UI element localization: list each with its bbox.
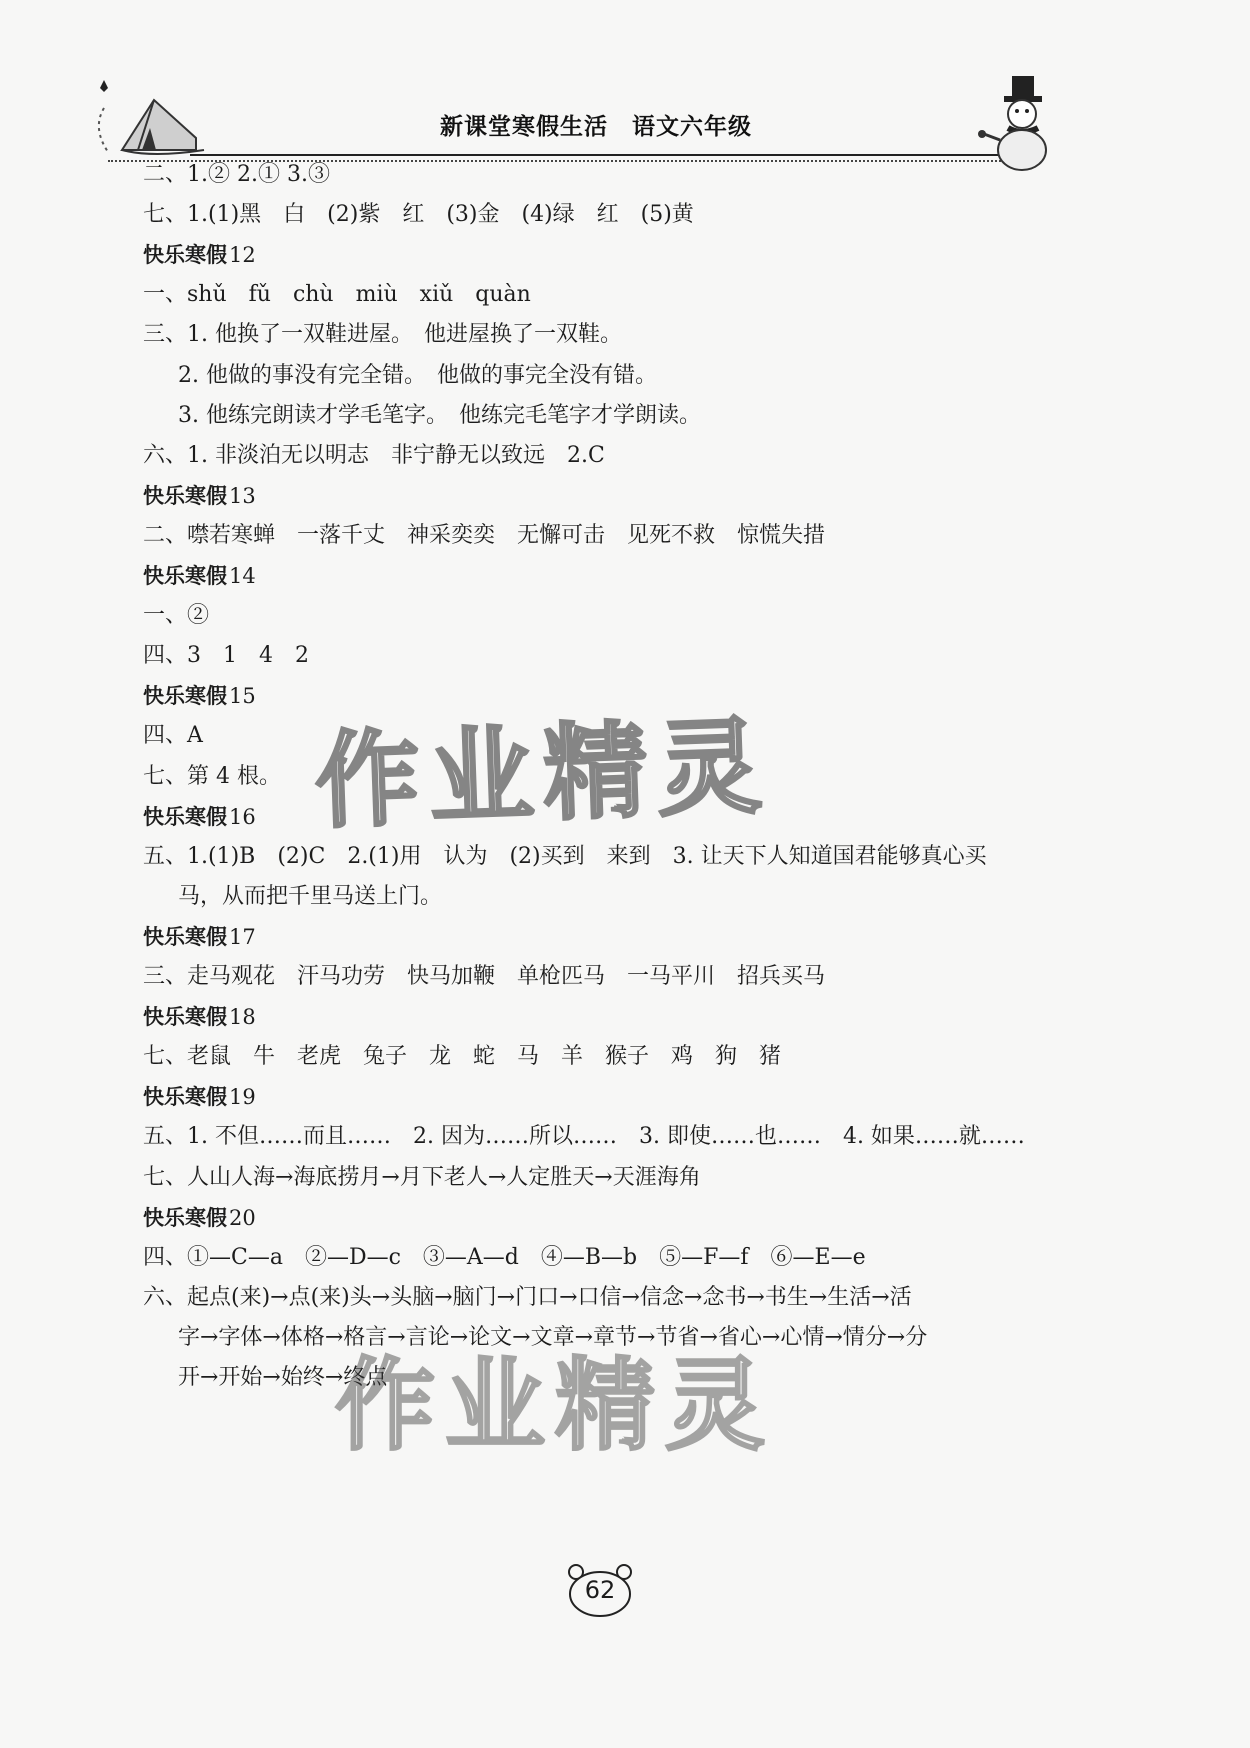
section-heading-label: 快乐寒假 (143, 243, 227, 268)
section-heading-number: 18 (229, 1005, 256, 1030)
answer-line: 四、3 1 4 2 (143, 643, 309, 669)
section-heading (143, 1203, 256, 1233)
book-grade: 语文六年级 (632, 114, 752, 140)
section-heading-number: 12 (229, 243, 256, 268)
section-heading (143, 802, 256, 832)
section-heading-label: 快乐寒假 (143, 924, 227, 949)
answer-line: 三、走马观花 汗马功劳 快马加鞭 单枪匹马 一马平川 招兵买马 (143, 964, 826, 989)
book-title: 新课堂寒假生活 (440, 114, 608, 140)
answer-line: 二、噤若寒蝉 一落千丈 神采奕奕 无懈可击 见死不救 惊慌失措 (143, 522, 826, 548)
section-heading-label: 快乐寒假 (143, 804, 227, 829)
section-heading (143, 1082, 256, 1112)
section-heading (143, 561, 256, 591)
section-heading-number: 19 (229, 1085, 256, 1110)
answer-line: 开→开始→始终→终点 (178, 1365, 388, 1390)
page-header (0, 0, 1250, 180)
section-heading-number: 14 (229, 564, 256, 588)
header-rule (190, 154, 1020, 156)
answer-line: 二、1.② 2.① 3.③ (143, 162, 330, 187)
snowman-icon (960, 74, 1060, 174)
section-heading-number: 13 (229, 483, 256, 508)
section-heading-label: 快乐寒假 (143, 483, 227, 508)
section-heading (143, 481, 256, 511)
answer-line: 六、起点(来)→点(来)头→头脑→脑门→门口→口信→信念→念书→书生→生活→活 (143, 1284, 912, 1310)
section-heading-label: 快乐寒假 (143, 684, 227, 709)
answer-line: 2. 他做的事没有完全错。 他做的事完全没有错。 (178, 362, 657, 388)
section-heading (143, 240, 256, 270)
answer-line: 马，从而把千里马送上门。 (178, 883, 443, 909)
answer-line: 七、人山人海→海底捞月→月下老人→人定胜天→天涯海角 (143, 1164, 701, 1190)
section-heading-label: 快乐寒假 (143, 1205, 227, 1230)
answer-line: 一、shǔ fǔ chù miù xiǔ quàn (143, 282, 531, 308)
section-heading (143, 1002, 256, 1032)
answer-line: 七、老鼠 牛 老虎 兔子 龙 蛇 马 羊 猴子 鸡 狗 猪 (143, 1044, 782, 1070)
tent-icon (92, 78, 212, 158)
section-heading-label: 快乐寒假 (143, 1005, 227, 1030)
answer-line: 七、1.(1)黑 白 (2)紫 红 (3)金 (4)绿 红 (5)黄 (143, 202, 694, 228)
section-heading-number: 20 (229, 1205, 256, 1230)
answer-line: 六、1. 非淡泊无以明志 非宁静无以致远 2.C (143, 442, 605, 468)
answer-line: 3. 他练完朗读才学毛笔字。 他练完毛笔字才学朗读。 (178, 402, 701, 428)
answer-line: 一、② (143, 603, 210, 629)
answer-line: 四、①—C—a ②—D—c ③—A—d ④—B—b ⑤—F—f ⑥—E—e (143, 1244, 866, 1270)
answer-line: 七、第 4 根。 (143, 763, 281, 789)
header-title (440, 108, 752, 141)
answer-line: 字→字体→体格→格言→言论→论文→文章→章节→节省→省心→心情→情分→分 (178, 1324, 928, 1350)
watermark: 作业精灵 (335, 1347, 775, 1464)
answer-line: 四、A (143, 723, 203, 749)
section-heading-label: 快乐寒假 (143, 1085, 227, 1110)
section-heading-number: 16 (229, 804, 256, 829)
page-number-badge (560, 1560, 640, 1620)
section-heading-number: 15 (229, 684, 256, 709)
section-heading (143, 681, 256, 711)
watermark: 作业精灵 (313, 705, 774, 843)
section-heading (143, 922, 256, 952)
answer-line: 五、1.(1)B (2)C 2.(1)用 认为 (2)买到 来到 3. 让天下人知道国君能够真心买 (143, 843, 987, 869)
page-number: 62 (584, 1576, 616, 1604)
section-heading-number: 17 (229, 924, 256, 949)
answer-line: 五、1. 不但……而且…… 2. 因为……所以…… 3. 即使……也…… 4. 如果……就…… (143, 1124, 1025, 1150)
answer-line: 三、1. 他换了一双鞋进屋。 他进屋换了一双鞋。 (143, 322, 622, 348)
section-heading-label: 快乐寒假 (143, 564, 227, 588)
